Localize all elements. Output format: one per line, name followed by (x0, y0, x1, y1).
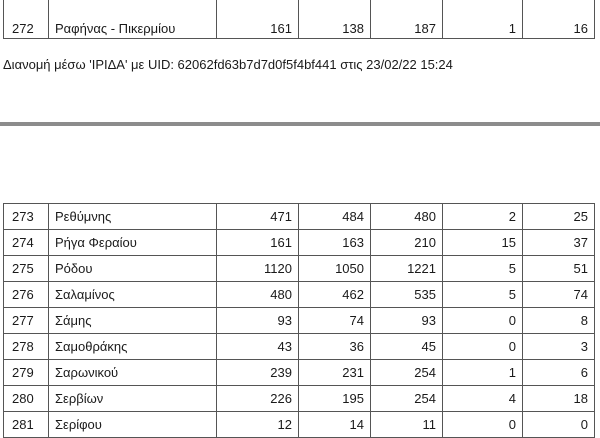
row-value-c: 254 (371, 386, 443, 412)
row-id: 277 (4, 308, 49, 334)
row-value-e: 37 (523, 230, 595, 256)
row-value-b: 36 (299, 334, 371, 360)
row-name: Ρήγα Φεραίου (49, 230, 217, 256)
row-name: Σαμοθράκης (49, 334, 217, 360)
row-name: Ραφήνας - Πικερμίου (49, 0, 217, 39)
row-value-d: 1 (443, 0, 523, 39)
row-value-a: 471 (217, 204, 299, 230)
table-row (4, 334, 595, 360)
row-id: 275 (4, 256, 49, 282)
row-value-b: 231 (299, 360, 371, 386)
row-value-b: 14 (299, 412, 371, 438)
row-name: Σάμης (49, 308, 217, 334)
row-value-c: 11 (371, 412, 443, 438)
row-value-e: 25 (523, 204, 595, 230)
distribution-footer: Διανομή μέσω 'ΙΡΙΔΑ' με UID: 62062fd63b7d7d0f5f4bf441 στις 23/02/22 15:24 (3, 57, 453, 72)
row-value-a: 161 (217, 230, 299, 256)
row-value-c: 1221 (371, 256, 443, 282)
row-value-c: 45 (371, 334, 443, 360)
table-row (4, 360, 595, 386)
table-row (4, 230, 595, 256)
row-name: Ρεθύμνης (49, 204, 217, 230)
row-id: 272 (4, 0, 49, 39)
row-value-e: 74 (523, 282, 595, 308)
row-value-a: 161 (217, 0, 299, 39)
row-value-a: 12 (217, 412, 299, 438)
page-divider (0, 122, 600, 126)
row-id: 279 (4, 360, 49, 386)
row-value-c: 254 (371, 360, 443, 386)
row-value-b: 462 (299, 282, 371, 308)
row-value-b: 484 (299, 204, 371, 230)
row-value-e: 0 (523, 412, 595, 438)
row-value-e: 16 (523, 0, 595, 39)
page-top-table (3, 0, 595, 39)
row-value-d: 15 (443, 230, 523, 256)
row-id: 278 (4, 334, 49, 360)
row-value-e: 3 (523, 334, 595, 360)
row-value-d: 1 (443, 360, 523, 386)
row-value-e: 8 (523, 308, 595, 334)
row-value-a: 226 (217, 386, 299, 412)
row-value-a: 43 (217, 334, 299, 360)
row-id: 273 (4, 204, 49, 230)
table-row (4, 386, 595, 412)
table-row (4, 282, 595, 308)
row-id: 274 (4, 230, 49, 256)
data-table (3, 203, 595, 438)
row-value-a: 480 (217, 282, 299, 308)
row-value-a: 93 (217, 308, 299, 334)
row-value-c: 535 (371, 282, 443, 308)
row-id: 276 (4, 282, 49, 308)
row-id: 280 (4, 386, 49, 412)
row-value-d: 5 (443, 282, 523, 308)
row-value-b: 1050 (299, 256, 371, 282)
row-name: Σερίφου (49, 412, 217, 438)
row-value-d: 2 (443, 204, 523, 230)
table-row (4, 204, 595, 230)
row-value-d: 4 (443, 386, 523, 412)
row-value-d: 0 (443, 412, 523, 438)
table-row (4, 256, 595, 282)
row-id: 281 (4, 412, 49, 438)
table-row (4, 0, 595, 39)
row-name: Σερβίων (49, 386, 217, 412)
row-name: Σαρωνικού (49, 360, 217, 386)
row-value-a: 1120 (217, 256, 299, 282)
row-value-b: 74 (299, 308, 371, 334)
row-value-e: 6 (523, 360, 595, 386)
row-value-d: 0 (443, 308, 523, 334)
row-value-a: 239 (217, 360, 299, 386)
table-row (4, 308, 595, 334)
row-value-c: 210 (371, 230, 443, 256)
row-value-b: 195 (299, 386, 371, 412)
row-value-e: 51 (523, 256, 595, 282)
row-value-b: 138 (299, 0, 371, 39)
row-value-d: 0 (443, 334, 523, 360)
row-value-c: 480 (371, 204, 443, 230)
table-row (4, 412, 595, 438)
row-name: Ρόδου (49, 256, 217, 282)
row-value-d: 5 (443, 256, 523, 282)
row-value-e: 18 (523, 386, 595, 412)
row-value-b: 163 (299, 230, 371, 256)
row-value-c: 93 (371, 308, 443, 334)
row-value-c: 187 (371, 0, 443, 39)
row-name: Σαλαμίνος (49, 282, 217, 308)
